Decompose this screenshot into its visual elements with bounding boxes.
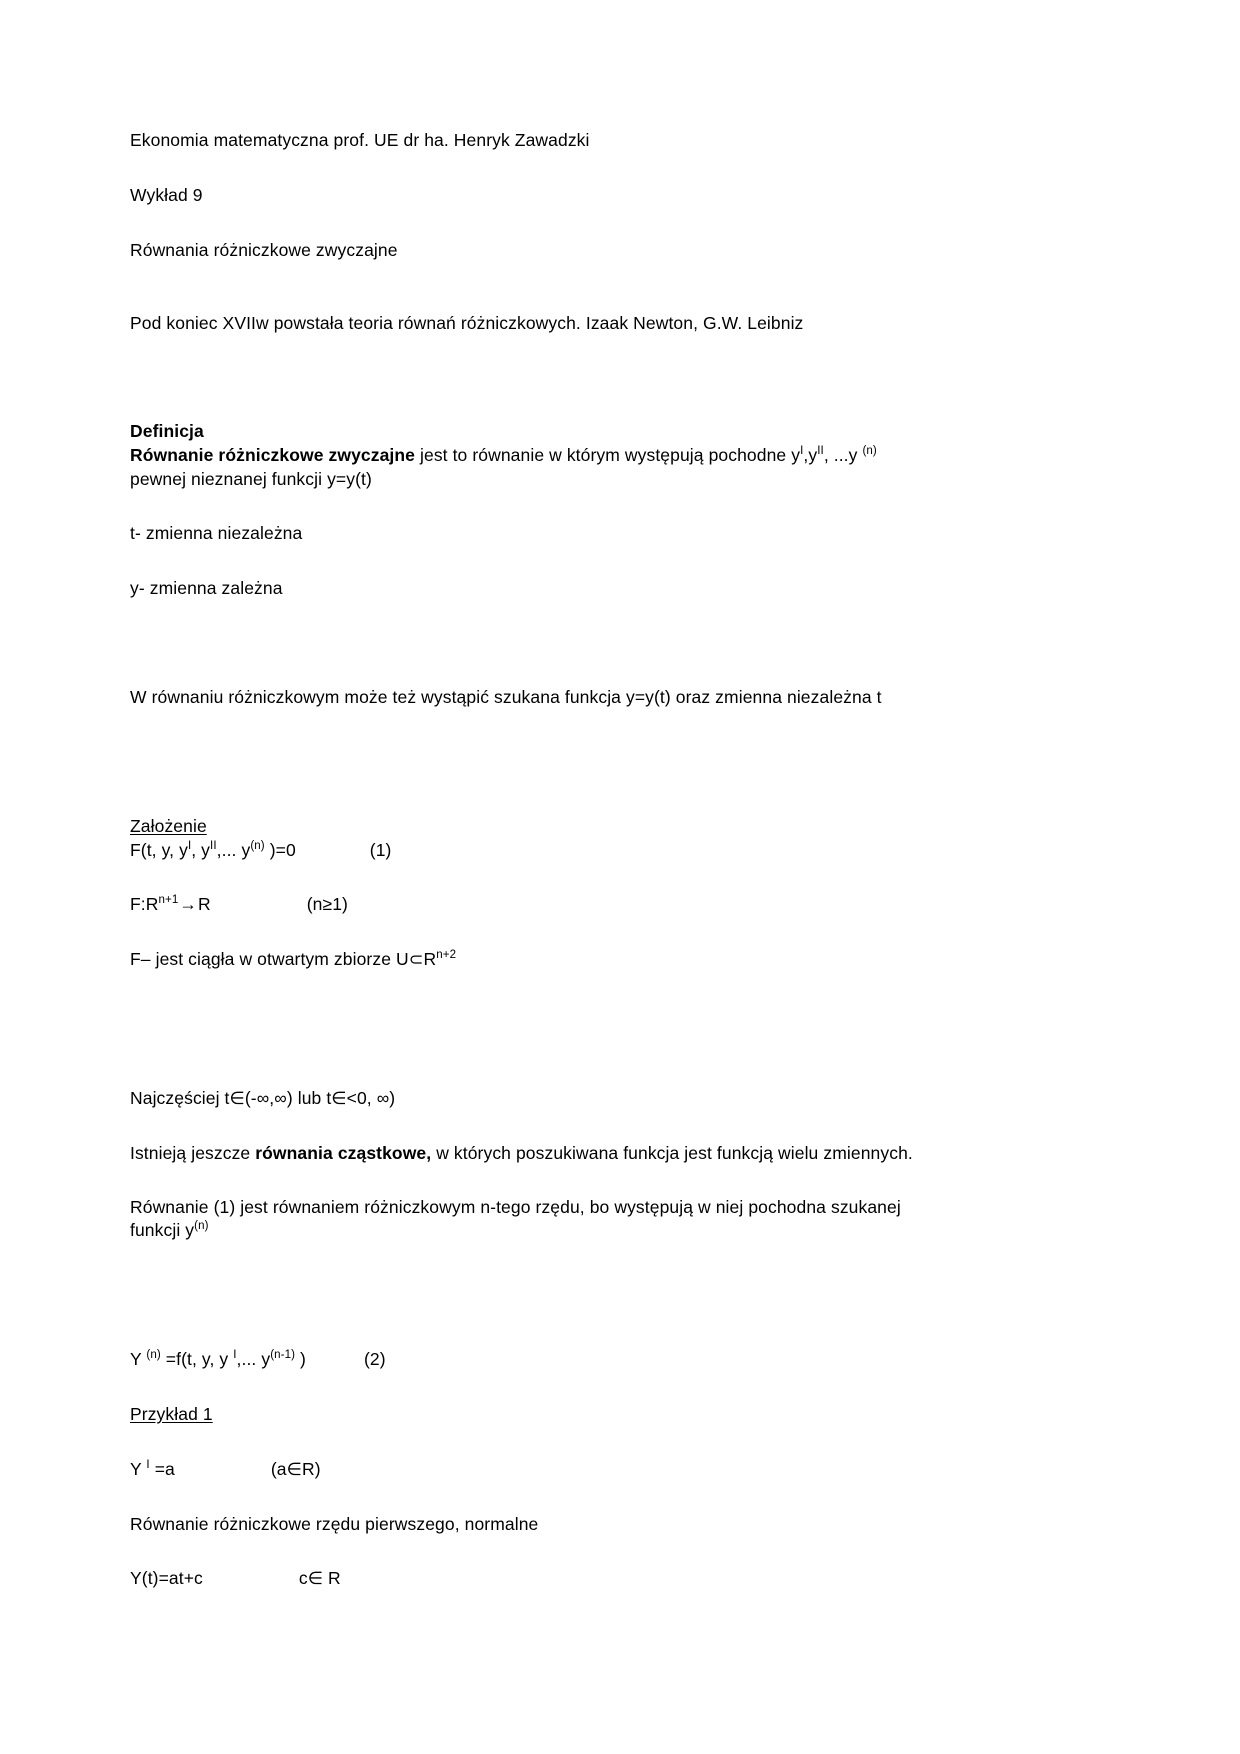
partial-note-pre: Istnieją jeszcze <box>130 1143 256 1163</box>
rightwards-arrow-icon: → <box>179 894 197 915</box>
normal-form-sup-n-1: (n-1) <box>270 1349 296 1362</box>
partial-note-term: równania cząstkowe, <box>255 1143 432 1163</box>
partial-note-post: w których poszukiwana funkcja jest funkcją wielu zmiennych. <box>431 1143 913 1163</box>
normal-form-sup-prime: I <box>233 1349 237 1362</box>
definition-sup-n: (n) <box>862 445 877 458</box>
definition-body-part1: jest to równanie w którym występują pochodne y <box>415 445 801 466</box>
partial-equations-note <box>130 1141 960 1166</box>
definition-term: Równanie różniczkowe zwyczajne <box>130 445 416 466</box>
example-eq-post: =a <box>149 1458 175 1479</box>
example-solution-text: Y(t)=at+c <box>130 1568 203 1589</box>
spacer <box>130 862 960 892</box>
order-note-line-2 <box>130 1219 960 1243</box>
spacer <box>130 1056 960 1086</box>
formula2-condition: (n≥1) <box>306 894 348 915</box>
function-note: W równaniu różniczkowym może też wystąpić szukana funkcja y=y(t) oraz zmienna niezależna t <box>130 687 882 708</box>
normal-form-number: (2) <box>363 1349 386 1370</box>
spacer <box>130 335 960 419</box>
spacer <box>130 208 960 238</box>
spacer <box>130 1372 960 1402</box>
topic-title: Równania różniczkowe zwyczajne <box>130 239 398 260</box>
formula1-mid: , y <box>191 839 211 860</box>
example-heading: Przykład 1 <box>130 1403 213 1424</box>
definition-line-1 <box>130 444 960 468</box>
example-eq-condition: (a∈R) <box>270 1458 321 1479</box>
spacer <box>130 1536 960 1566</box>
example-solution <box>130 1566 960 1591</box>
definition-body-comma: ,y <box>803 445 818 466</box>
document-body <box>130 128 960 1591</box>
history-note: Pod koniec XVIIw powstała teoria równań różniczkowych. Izaak Newton, G.W. Leibniz <box>130 312 804 333</box>
continuity-note <box>130 947 960 972</box>
definition-line-2: pewnej nieznanej funkcji y=y(t) <box>130 468 372 489</box>
spacer <box>130 601 960 685</box>
spacer <box>130 794 960 814</box>
dependent-variable-note: y- zmienna zależna <box>130 578 283 599</box>
independent-variable-note: t- zmienna niezależna <box>130 523 303 544</box>
example-eq-pre: Y <box>130 1458 147 1479</box>
lecture-label: Wykład 9 <box>130 184 203 205</box>
formula2-post: R <box>198 894 211 915</box>
definition-sup-double-prime: II <box>817 445 824 458</box>
formula1-sup-prime: I <box>187 840 192 853</box>
formula1-sup-n: (n) <box>250 840 265 853</box>
formula1-number: (1) <box>369 839 392 860</box>
normal-form-formula <box>130 1347 960 1372</box>
domain-note: Najczęściej t∈(-∞,∞) lub t∈<0, ∞) <box>130 1088 396 1109</box>
definition-heading: Definicja <box>130 421 204 442</box>
course-header: Ekonomia matematyczna prof. UE dr ha. Henryk Zawadzki <box>130 130 590 150</box>
formula2-pre: F:R <box>130 894 159 915</box>
order-note-sup: (n) <box>194 1220 209 1233</box>
formula1-post: )=0 <box>264 839 296 860</box>
spacer <box>130 917 960 947</box>
example-eq-sup-prime: I <box>146 1458 150 1471</box>
normal-form-pre: Y <box>130 1349 147 1370</box>
definition-sup-prime: I <box>800 445 804 458</box>
formula1-pre: F(t, y, y <box>130 839 188 860</box>
example-description: Równanie różniczkowe rzędu pierwszego, normalne <box>130 1513 539 1534</box>
continuity-sup: n+2 <box>436 949 457 962</box>
spacer <box>130 1243 960 1327</box>
spacer <box>130 546 960 576</box>
order-note-pre: funkcji y <box>130 1220 195 1241</box>
formula1-mid2: ,... y <box>216 839 251 860</box>
definition-body-part2: , ...y <box>823 445 863 466</box>
example-equation <box>130 1457 960 1482</box>
assumption-formula-2 <box>130 892 960 917</box>
assumption-formula-1 <box>130 839 960 863</box>
spacer <box>130 1111 960 1141</box>
spacer <box>130 153 960 183</box>
order-note-line-1: Równanie (1) jest równaniem różniczkowym n-tego rzędu, bo występują w niej pochodna szukanej <box>130 1196 901 1217</box>
spacer <box>130 491 960 521</box>
assumption-heading: Założenie <box>130 816 207 836</box>
spacer <box>130 1482 960 1512</box>
spacer <box>130 263 960 311</box>
spacer <box>130 1327 960 1347</box>
normal-form-post: ) <box>295 1349 306 1370</box>
spacer <box>130 710 960 794</box>
normal-form-mid2: ,... y <box>236 1349 271 1370</box>
normal-form-mid: =f(t, y, y <box>160 1349 234 1370</box>
continuity-pre: F– jest ciągła w otwartym zbiorze U⊂R <box>130 949 437 970</box>
formula1-sup-double-prime: II <box>210 840 217 853</box>
spacer <box>130 1166 960 1196</box>
formula2-sup: n+1 <box>158 894 179 907</box>
normal-form-sup-n: (n) <box>146 1349 161 1362</box>
spacer <box>130 1427 960 1457</box>
spacer <box>130 972 960 1056</box>
example-solution-condition: c∈ R <box>298 1568 341 1589</box>
